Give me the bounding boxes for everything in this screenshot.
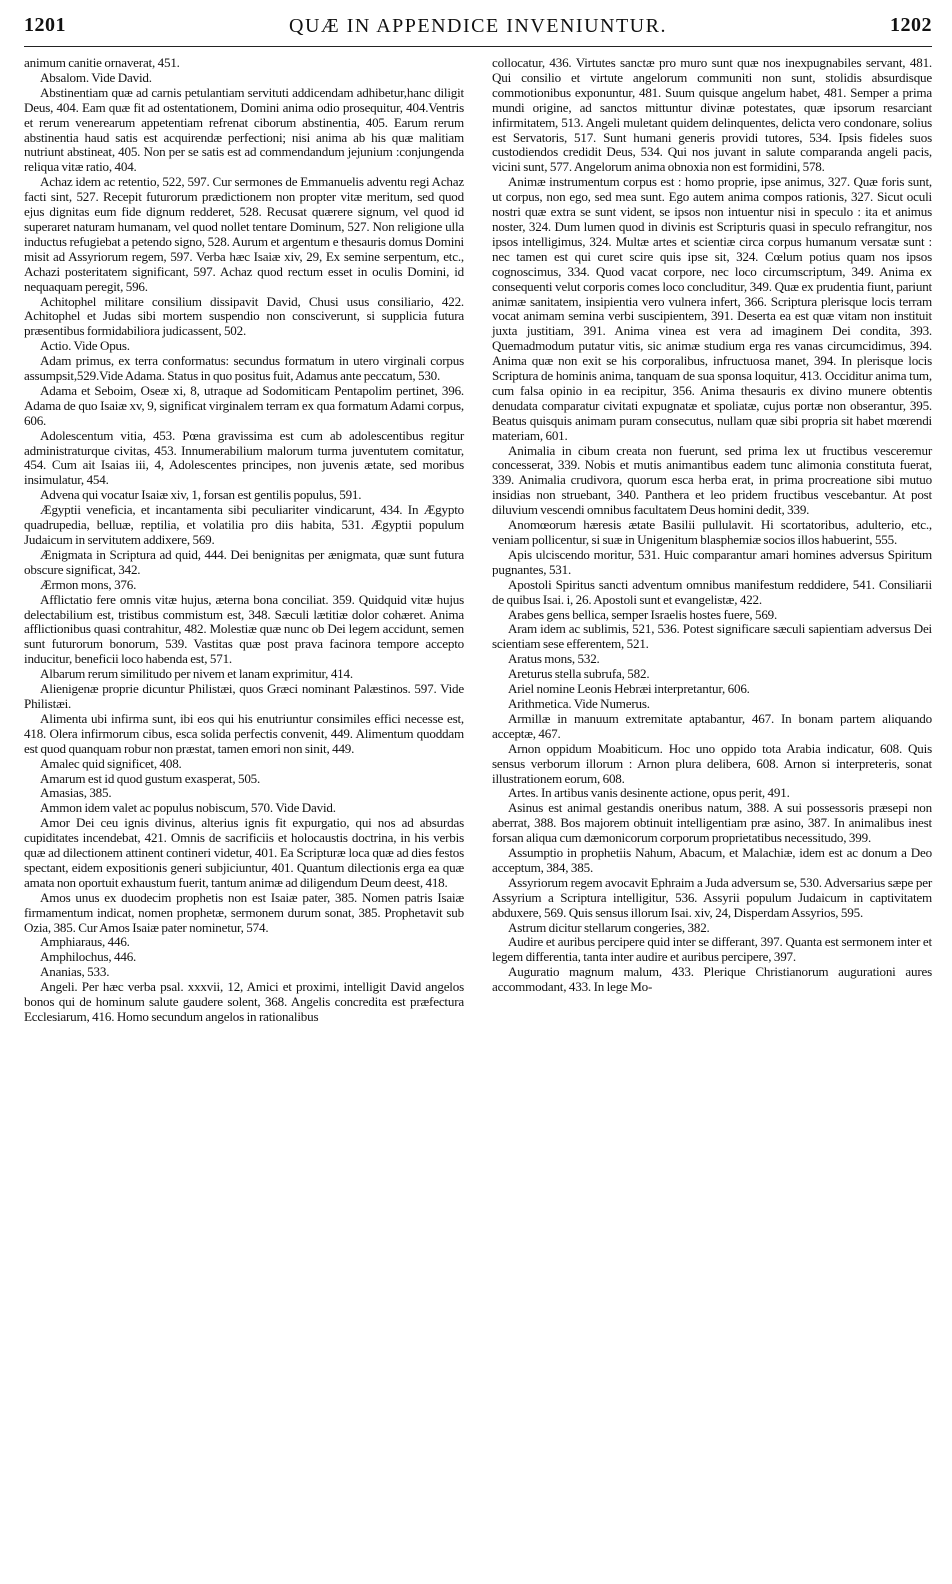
index-entry: Aram idem ac sublimis, 521, 536. Potest significare sæculi sapientiam adversus Dei scientiam sese efferentem, 521. [492,621,932,652]
index-entry: Albarum rerum similitudo per nivem et lanam exprimitur, 414. [40,666,353,682]
index-entry: Asinus est animal gestandis oneribus natum, 388. A sui possessoris præsepi non aberrat, 388. Bos majorem obtinuit intelligentiam præ asino, 387. In animalibus inest forsan aliqua cum dæmonicorum corporum proprietatibus necessitudo, 399. [492,800,932,846]
index-entry: Armillæ in manuum extremitate aptabantur, 467. In bonam partem aliquando acceptæ, 467. [492,710,932,741]
right-column [492,56,932,995]
index-entry: Achaz idem ac retentio, 522, 597. Cur sermones de Emmanuelis adventu regi Achaz facti sint, 527. Recepit futurorum prædictionem non propter vitæ meritum, sed quod ejus dignitas eum fide dignum redderet, 528. Recusat quærere signum, vel quod id superaret naturam humanam, vel quod nollet tentare Dominum, 527. Non religione ulla inductus refugiebat a petendo signo, 528. Aurum et argentum e thesauris domus Domini misit ad Assyriorum regem, 597. Verba hæc Isaiæ xiv, 29, Ex semine serpentum, etc., Achazi posteritatem significant, 597. Achaz quod rectum esset in oculis Domini, id nequaquam peregit, 596. [24,174,464,294]
index-entry: Assyriorum regem avocavit Ephraim a Juda adversum se, 530. Adversarius sæpe per Assyrium a Scriptura intelligitur, 536. Assyrii populum Judaicum in captivitatem abduxere, 569. Quis sensus illorum Isai. xiv, 24, Disperdam Assyrios, 595. [492,874,932,920]
index-entry: Animæ instrumentum corpus est : homo proprie, ipse animus, 327. Quæ foris sunt, ut corpus, non ego, sed mea sunt. Ego autem anima compos rationis, 327. Sicut oculi nostri quæ extra se sunt vident, se ipsos non intuentur nisi in speculo : ita et animus noster, 324. Dum lumen quod in divinis est Scripturis quasi in speculo refrangitur, nos ipsos intelligimus, 324. Multæ artes et scientiæ circa corpus humanum versatæ sunt : nec tamen est qui curet scire quis ipse sit, 324. Cœlum potius quam nos ipsos cognoscimus, 334. Quod vacat corpore, nec loco circumscriptum, 349. Anima ex consequenti velut corporis comes loco concluditur, 349. Quæ ex prudentia fiunt, pariunt animæ sanitatem, insipientia vero vulnera infert, 366. Scriptura plerisque locis terram vocat animam semina verbi suscipientem, 391. Deserta ea est quæ vitam non instituit juxta justitiam, 391. Anima vinea est vera ad imaginem Dei condita, 393. Quemadmodum putatur vitis, sic animæ studium erga res vanas circumcidimus, 394. Anima quæ non exit se his corporalibus, infructuosa manet, 394. In plerisque locis Scriptura de hominis anima, tanquam de sua sponsa loquitur, 413. Occiditur anima tum, cum falsa opinio in ea recipitur, 356. Anima thesauris ex divino munere obtentis denudata comparatur civitati expugnatæ et spoliatæ, cujus portæ non obserantur, 395. Beatus quisquis animam puram consecutus, nullam quæ sibi propria sit habet mœrendi materiam, 601. [492,174,932,443]
index-entry: Amphiaraus, 446. [40,934,130,950]
index-entry: Abstinentiam quæ ad carnis petulantiam servituti addicendam adhibetur,hanc diligit Deus, 404. Eam quæ fit ad ostentationem, Domini anima odio prosequitur, 404.Ventris et rerum venerearum appetentiam refrenat ciborum abstinentia, 405. Earum rerum abstinentia haud satis est acquirendæ perfectioni; nisi anima ab his quæ malitiam nutriunt abstineat, 405. Non per se satis est ad commendandum jejunium :conjungenda reliqua vitæ ratio, 404. [24,84,464,175]
index-entry: Ariel nomine Leonis Hebræi interpretantur, 606. [508,681,750,697]
index-entry: Apis ulciscendo moritur, 531. Huic comparantur amari homines adversus Spiritum pugnantes, 531. [492,546,932,577]
index-entry: Assumptio in prophetiis Nahum, Abacum, et Malachiæ, idem est ac donum a Deo acceptum, 384, 385. [492,845,932,875]
index-entry: Auguratio magnum malum, 433. Plerique Christianorum augurationi aures accommodant, 433. In lege Mo- [492,964,932,995]
index-entry: Amor Dei ceu ignis divinus, alterius ignis fit expurgatio, qui nos ad absurdas cupiditates incendebat, 421. Omnis de sacrificiis et holocaustis doctrina, in his verbis quæ ad dilectionem attinent contineri videtur, 401. Ea Scripturæ loca quæ ad dies festos spectant, eidem expositionis generi subjiciuntur, 401. Quantum dilectionis erga ea quæ amata non oportuit exhaustum fuerit, tantum animæ ad diligendum Deum deest, 418. [24,815,464,890]
index-entry: Arnon oppidum Moabiticum. Hoc uno oppido tota Arabia indicatur, 608. Quis sensus verborum illorum : Arnon plura delibera, 608. Arnon si interpreteris, sonat illustrationem eorum, 608. [492,740,932,786]
index-entry: Ænigmata in Scriptura ad quid, 444. Dei benignitas per ænigmata, quæ sunt futura obscure significat, 342. [24,546,464,577]
index-entry: Adama et Seboim, Oseæ xi, 8, utraque ad Sodomiticam Pentapolim pertinet, 396. Adama de quo Isaiæ xv, 9, significat virginalem terram ex qua formatum Adami corpus, 606. [24,382,464,428]
index-entry: Alimenta ubi infirma sunt, ibi eos qui his enutriuntur consimiles effici necesse est, 418. Olera infirmorum cibus, esca solida perfectis convenit, 449. Alimentum quoddam est quod quanquam robur non præstat, tamen emori non sinit, 449. [24,710,464,756]
index-entry: Apostoli Spiritus sancti adventum omnibus manifestum reddidere, 541. Consiliarii de quibus Isai. i, 26. Apostoli sunt et evangelistæ, 422. [492,576,932,607]
index-entry: Actio. Vide Opus. [40,338,130,354]
index-entry: Absalom. Vide David. [40,69,152,85]
left-column [24,56,464,1025]
index-entry: Achitophel militare consilium dissipavit David, Chusi usus consiliario, 422. Achitophel et Judas sibi mortem suspendio non consciverunt, si supplicia futura præsentibus formidabiliora judicassent, 502. [24,293,464,339]
index-entry: Ærmon mons, 376. [40,576,137,592]
index-entry: Ananias, 533. [40,964,110,980]
page-number-right: 1202 [890,14,932,36]
running-title: QUÆ IN APPENDICE INVENIUNTUR. [289,15,667,37]
index-entry: Audire et auribus percipere quid inter se differant, 397. Quanta est sermonem inter et legem differentia, tanta inter audire et auribus percipere, 397. [492,934,932,965]
index-entry: Angeli. Per hæc verba psal. xxxvii, 12, Amici et proximi, intelligit David angelos bonos qui de hominum salute gaudere solent, 368. Angelis concredita est præfectura Ecclesiarum, 416. Homo secundum angelos in rationalibus [24,979,464,1024]
index-entry: Alienigenæ proprie dicuntur Philistæi, quos Græci nominant Palæstinos. 597. Vide Philistæi. [24,681,464,711]
index-entry: Amos unus ex duodecim prophetis non est Isaiæ pater, 385. Nomen patris Isaiæ firmamentum indicat, nomen prophetæ, sermonem durum sonat, 385. Prophetavit sub Ozia, 385. Cur Amos Isaiæ pater nominetur, 574. [24,889,464,935]
index-entry: Amasias, 385. [40,785,112,801]
page-number-left: 1201 [24,14,66,36]
index-entry: Areturus stella subrufa, 582. [508,666,650,682]
index-entry: Adam primus, ex terra conformatus: secundus formatum in utero virginali corpus assumpsit,529.Vide Adama. Status in quo positus fuit, Adamus ante peccatum, 530. [24,353,464,384]
header-rule [24,46,932,47]
page-header [24,14,932,40]
index-entry: Adolescentum vitia, 453. Pœna gravissima est cum ab adolescentibus regitur administraturque civitas, 453. Innumerabilium malorum turma juventutem comitatur, 454. Cum ait Isaias iii, 4, Adolescentes principes, non juvenis ætate, sed moribus insimulatur, 454. [24,427,464,488]
index-entry: Ægyptii veneficia, et incantamenta sibi peculiariter vindicarunt, 434. In Ægypto quadrupedia, belluæ, reptilia, et volatilia pro diis habita, 531. Ægyptii populum Judaicum in servitutem addixere, 569. [24,502,464,547]
index-entry: Anomœorum hæresis ætate Basilii pullulavit. Hi scortatoribus, adulterio, etc., veniam pollicentur, si suæ in Unigenitum blasphemiæ socios illos habuerint, 555. [492,517,932,547]
index-entry: collocatur, 436. Virtutes sanctæ pro muro sunt quæ nos inexpugnabiles servant, 481. Qui consilio et virtute angelorum communiti non sunt, stolidis absurdisque commotionibus exponuntur, 481. Suum quisque angelum habet, 481. Semper a prima mundi origine, ad sanctos mittuntur divinæ potestates, quæ ipsorum resarciant infirmitatem, 513. Angeli muletant quidem delinquentes, delicta vero condonare, solius est Servatoris, 517. Sunt humani generis providi tutores, 534. Ipsis fideles suos custodiendos credidit Deus, 534. Qui nos juvant in salute comparanda angeli pacis, vicini sunt, 577. Angelorum anima obnoxia non est formidini, 578. [492,55,932,175]
index-entry: Animalia in cibum creata non fuerunt, sed prima lex ut fructibus vesceremur concesserat, 339. Nobis et mutis animantibus eadem tunc alimonia constituta fuerat, 339. Animalia crudivora, quorum esca herba erat, in prima procreatione sibi mutuo insidias non struebant, 340. Panthera et leo pridem fructibus vescebantur. At post diluvium vescendi omnibus facultatem Deus homini dedit, 339. [492,442,932,518]
index-entry: Arabes gens bellica, semper Israelis hostes fuere, 569. [508,606,778,622]
index-entry: Arithmetica. Vide Numerus. [508,695,650,711]
index-entry: Ammon idem valet ac populus nobiscum, 570. Vide David. [40,800,336,816]
index-entry: Amarum est id quod gustum exasperat, 505. [40,770,261,786]
index-entry: Artes. In artibus vanis desinente actione, opus perit, 491. [508,785,790,801]
index-entry: animum canitie ornaverat, 451. [24,55,180,70]
index-entry: Advena qui vocatur Isaiæ xiv, 1, forsan est gentilis populus, 591. [40,487,362,503]
index-entry: Astrum dicitur stellarum congeries, 382. [508,919,710,935]
index-entry: Amalec quid significet, 408. [40,755,182,771]
index-entry: Afflictatio fere omnis vitæ hujus, æterna bona conciliat. 359. Quidquid vitæ hujus delectabilium est, tristibus commistum est, 348. Sæculi lætitiæ dolor cohæret. Anima afflictionibus quasi contrahitur, 482. Molestiæ quæ nunc ob Dei legem accidunt, semen sunt futurorum bonorum, 539. Vastitas quæ post prava facinora tempore accepto inducitur, beneficii loco habenda est, 571. [24,591,464,667]
index-entry: Aratus mons, 532. [508,651,600,667]
index-entry: Amphilochus, 446. [40,949,137,965]
